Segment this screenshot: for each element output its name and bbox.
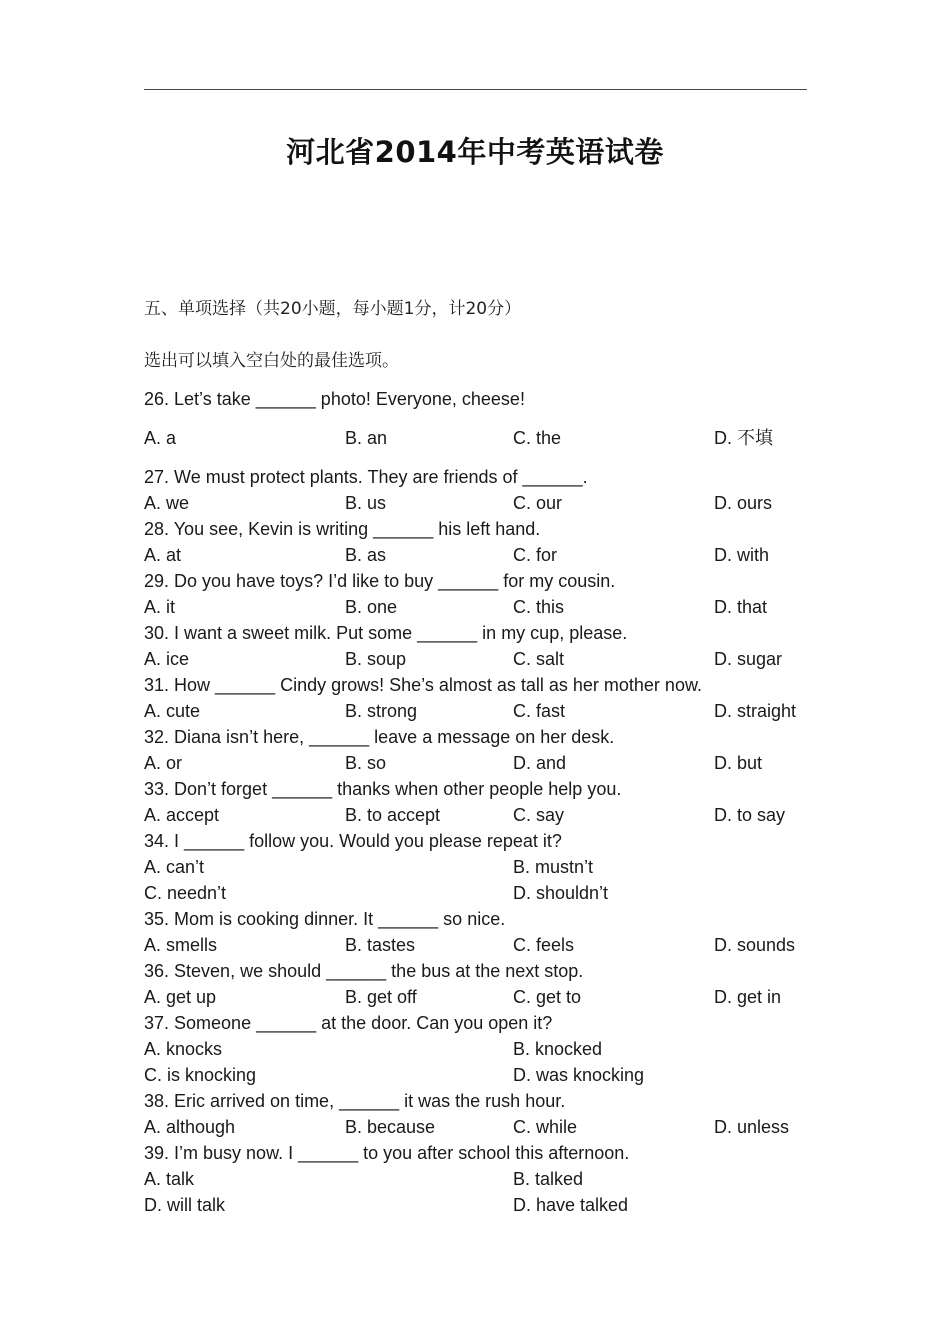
option-a: A. although (144, 1117, 236, 1137)
option-a: A. can’t (144, 857, 205, 877)
question-32: 32. Diana isn’t here, ______ leave a message on her desk. (144, 727, 615, 747)
option-c: D. and (513, 753, 567, 773)
option-b: B. one (345, 597, 398, 617)
option-a: A. cute (144, 701, 201, 721)
option-d: D. but (714, 753, 763, 773)
question-31: 31. How ______ Cindy grows! She’s almost as tall as her mother now. (144, 675, 702, 695)
header-rule (144, 89, 807, 90)
option-a: A. a (144, 428, 177, 448)
option-a: A. we (144, 493, 190, 513)
option-c: C. our (513, 493, 563, 513)
option-d: D. sugar (714, 649, 783, 669)
option-c: C. needn’t (144, 883, 227, 903)
question-37: 37. Someone ______ at the door. Can you open it? (144, 1013, 553, 1033)
option-d: D. ours (714, 493, 773, 513)
option-b: B. soup (345, 649, 407, 669)
option-b: B. strong (345, 701, 418, 721)
option-b: B. tastes (345, 935, 416, 955)
question-27: 27. We must protect plants. They are friends of ______. (144, 467, 588, 487)
option-d: D. with (714, 545, 770, 565)
option-c: C. feels (513, 935, 575, 955)
option-a: A. it (144, 597, 176, 617)
question-26: 26. Let’s take ______ photo! Everyone, cheese! (144, 389, 525, 409)
option-c: C. while (513, 1117, 578, 1137)
option-b: B. an (345, 428, 388, 448)
page-title: 河北省2014年中考英语试卷 (286, 135, 664, 169)
option-c: C. fast (513, 701, 566, 721)
section-instruction: 选出可以填入空白处的最佳选项。 (144, 351, 399, 371)
option-b: B. because (345, 1117, 436, 1137)
question-39: 39. I’m busy now. I ______ to you after school this afternoon. (144, 1143, 630, 1163)
option-d: D. have talked (513, 1195, 629, 1215)
option-b: B. get off (345, 987, 417, 1007)
option-b: B. knocked (513, 1039, 603, 1059)
option-b: B. us (345, 493, 387, 513)
option-a: A. or (144, 753, 183, 773)
question-35: 35. Mom is cooking dinner. It ______ so nice. (144, 909, 506, 929)
option-d: D. straight (714, 701, 797, 721)
option-b: B. so (345, 753, 387, 773)
option-a: A. get up (144, 987, 217, 1007)
option-d: D. unless (714, 1117, 790, 1137)
question-38: 38. Eric arrived on time, ______ it was the rush hour. (144, 1091, 566, 1111)
option-d: D. was knocking (513, 1065, 645, 1085)
option-c: C. for (513, 545, 558, 565)
option-a: A. smells (144, 935, 218, 955)
option-a: A. at (144, 545, 182, 565)
section-heading: 五、单项选择（共20小题，每小题1分，计20分） (144, 299, 522, 319)
question-33: 33. Don’t forget ______ thanks when other people help you. (144, 779, 622, 799)
option-d: D. that (714, 597, 768, 617)
option-d: D. shouldn’t (513, 883, 609, 903)
question-29: 29. Do you have toys? I’d like to buy ______ for my cousin. (144, 571, 616, 591)
option-a: A. knocks (144, 1039, 223, 1059)
option-c: D. will talk (144, 1195, 226, 1215)
option-a: A. talk (144, 1169, 195, 1189)
option-c: C. say (513, 805, 565, 825)
option-a: A. ice (144, 649, 190, 669)
option-c: C. get to (513, 987, 582, 1007)
option-d: D. to say (714, 805, 786, 825)
question-36: 36. Steven, we should ______ the bus at the next stop. (144, 961, 584, 981)
question-30: 30. I want a sweet milk. Put some ______ in my cup, please. (144, 623, 628, 643)
option-b: B. talked (513, 1169, 584, 1189)
question-28: 28. You see, Kevin is writing ______ his left hand. (144, 519, 541, 539)
option-a: A. accept (144, 805, 220, 825)
option-c: C. this (513, 597, 565, 617)
option-c: C. salt (513, 649, 565, 669)
option-b: B. to accept (345, 805, 441, 825)
option-d: D. sounds (714, 935, 796, 955)
option-c: C. is knocking (144, 1065, 257, 1085)
question-34: 34. I ______ follow you. Would you please repeat it? (144, 831, 562, 851)
option-d: D. 不填 (714, 428, 774, 448)
option-d: D. get in (714, 987, 782, 1007)
option-b: B. mustn’t (513, 857, 594, 877)
option-c: C. the (513, 428, 562, 448)
option-b: B. as (345, 545, 387, 565)
